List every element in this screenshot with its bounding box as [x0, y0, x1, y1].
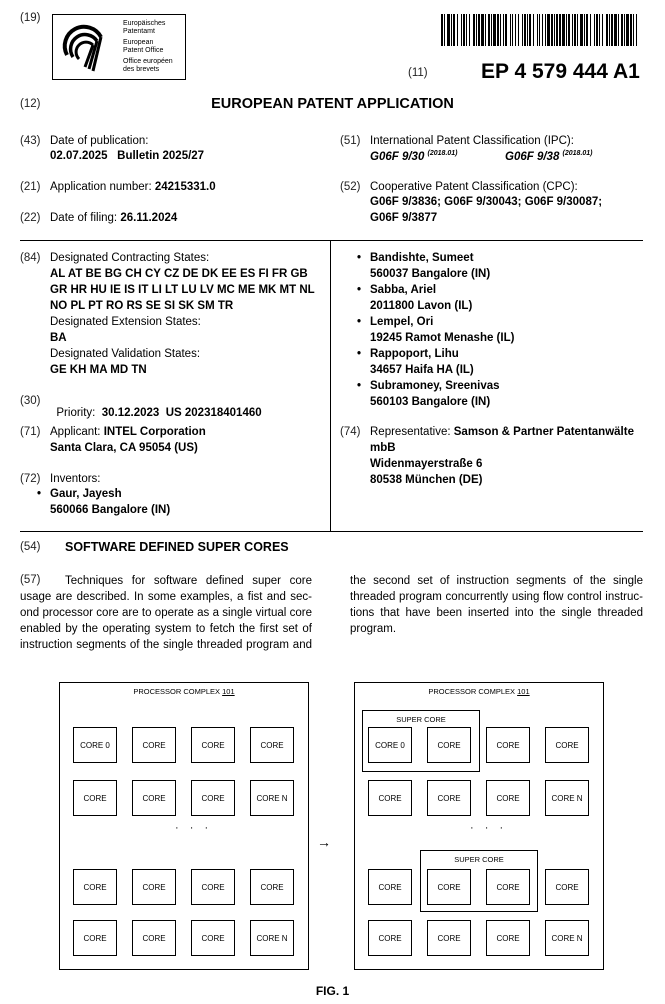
- code-22: (22): [20, 212, 41, 224]
- code-19: (19): [20, 12, 41, 24]
- code-52: (52): [340, 181, 361, 193]
- code-84: (84): [20, 252, 41, 264]
- flow-arrow: →: [317, 834, 331, 850]
- app-num: 24215331.0: [154, 181, 216, 193]
- code-12: (12): [20, 98, 41, 110]
- core-n: CORE N: [545, 780, 589, 816]
- contracting-label: Designated Contracting States:: [50, 252, 210, 264]
- abstract-right: [350, 573, 643, 637]
- inventor-name: Lempel, Ori: [370, 316, 434, 328]
- priority-value: 30.12.2023 US 202318401460: [101, 407, 262, 419]
- core: CORE: [368, 780, 412, 816]
- office-line: Office européen: [123, 58, 173, 65]
- core: CORE: [427, 727, 471, 763]
- core: CORE: [368, 869, 412, 905]
- applicant-address: Santa Clara, CA 95054 (US): [50, 442, 198, 454]
- inventor-address: 34657 Haifa HA (IL): [370, 364, 474, 376]
- inventors-label: Inventors:: [50, 473, 101, 485]
- contracting-line: NO PL PT RO RS SE SI SK SM TR: [50, 300, 234, 312]
- representative-block: [370, 424, 645, 488]
- inventor-name: Subramoney, Sreenivas: [370, 380, 500, 392]
- core: CORE: [132, 780, 176, 816]
- pub-date-label: Date of publication:: [50, 135, 149, 147]
- core-n: CORE N: [250, 780, 294, 816]
- ipc-1: G06F 9/30 $^{(2018.01)}$: [370, 150, 458, 163]
- code-11: (11): [408, 67, 428, 79]
- cpc-line-1: G06F 9/3836; G06F 9/30043; G06F 9/30087;: [370, 196, 603, 208]
- office-line: Patentamt: [123, 28, 155, 35]
- applicant-label: Applicant:: [50, 426, 101, 438]
- publication-number: EP 4 579 444 A1: [481, 60, 640, 83]
- inventor-name: Bandishte, Sumeet: [370, 252, 474, 264]
- states-block: [50, 250, 315, 378]
- core: CORE: [73, 780, 117, 816]
- inventor-address: 2011800 Lavon (IL): [370, 300, 473, 312]
- ellipsis: · · ·: [175, 822, 213, 834]
- core: CORE: [132, 920, 176, 956]
- office-line: Patent Office: [123, 47, 164, 54]
- core: CORE: [427, 869, 471, 905]
- core: CORE: [486, 869, 530, 905]
- representative-label: Representative:: [370, 426, 451, 438]
- code-21: (21): [20, 181, 41, 193]
- core: CORE: [545, 727, 589, 763]
- inventor-bullet: •: [357, 284, 362, 296]
- core-n: CORE N: [545, 920, 589, 956]
- super-core-label: SUPER CORE: [396, 715, 446, 724]
- cpc-line-2: G06F 9/3877: [370, 212, 438, 224]
- complex-label-number: 101: [222, 687, 235, 696]
- core: CORE: [486, 727, 530, 763]
- inventor-address: 560103 Bangalore (IN): [370, 396, 491, 408]
- core: CORE: [132, 727, 176, 763]
- applicant-block: [50, 424, 206, 456]
- inventor-address: 560037 Bangalore (IN): [370, 268, 491, 280]
- app-num-label: Application number:: [50, 181, 152, 193]
- core: CORE: [73, 920, 117, 956]
- core: CORE: [486, 780, 530, 816]
- office-line: Europäisches: [123, 20, 166, 27]
- complex-label-text: PROCESSOR COMPLEX: [428, 687, 516, 696]
- processor-complex-label: [355, 687, 603, 696]
- code-43: (43): [20, 135, 41, 147]
- filing-row: [50, 212, 177, 224]
- office-line: European: [123, 39, 154, 46]
- contracting-line: GR HR HU IE IS IT LI LT LU LV MC ME MK MT NL: [50, 284, 315, 296]
- extension-label: Designated Extension States:: [50, 316, 201, 328]
- core: CORE: [191, 920, 235, 956]
- inventor-name: Gaur, Jayesh: [50, 488, 122, 500]
- abstract-line: program.: [350, 623, 397, 635]
- code-30: (30): [20, 395, 41, 407]
- core-n: CORE N: [250, 920, 294, 956]
- inventor-bullet: •: [357, 348, 362, 360]
- inventor-name: Sabba, Ariel: [370, 284, 437, 296]
- inventor-item: [370, 378, 500, 410]
- core-0: CORE 0: [368, 727, 412, 763]
- code-74: (74): [340, 426, 361, 438]
- core-0: CORE 0: [73, 727, 117, 763]
- core: CORE: [427, 780, 471, 816]
- priority-label: Priority:: [56, 407, 96, 419]
- inventor-address: 560066 Bangalore (IN): [50, 504, 171, 516]
- super-core-label: SUPER CORE: [454, 855, 504, 864]
- core: CORE: [191, 727, 235, 763]
- core: CORE: [191, 780, 235, 816]
- representative-city: 80538 München (DE): [370, 474, 483, 486]
- validation-label: Designated Validation States:: [50, 348, 201, 360]
- inventor-item: [370, 250, 490, 282]
- inventor-bullet: •: [357, 316, 362, 328]
- code-72: (72): [20, 473, 41, 485]
- separator-top: [20, 240, 643, 241]
- code-51: (51): [340, 135, 361, 147]
- filing-label: Date of filing:: [50, 212, 118, 224]
- inventor-name: Rappoport, Lihu: [370, 348, 459, 360]
- processor-complex-label: [60, 687, 308, 696]
- inventor-bullet: •: [357, 252, 362, 264]
- extension-states: BA: [50, 332, 67, 344]
- core: CORE: [73, 869, 117, 905]
- abstract-line: instruction segments of the single threaded program and: [20, 639, 312, 651]
- abstract-line: Techniques for software defined super core: [65, 575, 312, 587]
- abstract-line: tions that have been inserted into the single threaded: [350, 607, 643, 619]
- contracting-line: AL AT BE BG CH CY CZ DE DK EE ES FI FR GB: [50, 268, 308, 280]
- ipc-2: G06F 9/38 $^{(2018.01)}$: [505, 150, 593, 163]
- complex-label-number: 101: [517, 687, 530, 696]
- code-71: (71): [20, 426, 41, 438]
- abstract-line: usage are described. In some examples, a fist and sec-: [20, 591, 312, 603]
- code-57: (57): [20, 574, 41, 586]
- core: CORE: [486, 920, 530, 956]
- abstract-left: [20, 573, 312, 653]
- app-num-row: [50, 181, 216, 193]
- inventor-bullet: •: [357, 380, 362, 392]
- representative-name: Samson & Partner Patentanwälte: [453, 426, 634, 438]
- core: CORE: [545, 869, 589, 905]
- abstract-line: ond processor core are to operate as a single virtual core: [20, 607, 312, 619]
- office-line: des brevets: [123, 66, 160, 73]
- core: CORE: [250, 727, 294, 763]
- inventor-item: [370, 314, 514, 346]
- barcode: [441, 14, 639, 46]
- figure-caption: FIG. 1: [315, 984, 350, 998]
- applicant-name: INTEL Corporation: [103, 426, 206, 438]
- ipc-label: International Patent Classification (IPC):: [370, 135, 574, 147]
- ellipsis: · · ·: [470, 822, 508, 834]
- epo-logo-icon: [53, 15, 117, 79]
- priority-row: [50, 395, 262, 419]
- representative-street: Widenmayerstraße 6: [370, 458, 483, 470]
- pub-date: 02.07.2025 Bulletin 2025/27: [50, 150, 205, 162]
- core: CORE: [427, 920, 471, 956]
- inventor-item: [370, 282, 472, 314]
- inventor-item: [370, 346, 474, 378]
- core: CORE: [368, 920, 412, 956]
- code-54: (54): [20, 541, 41, 553]
- separator-bottom: [20, 531, 643, 532]
- core: CORE: [250, 869, 294, 905]
- filing-date: 26.11.2024: [120, 212, 178, 224]
- inventor-item: [50, 486, 170, 518]
- representative-name-2: mbB: [370, 442, 396, 454]
- epo-logo: [52, 14, 186, 80]
- abstract-line: enabled by the operating system to fetch the first set of: [20, 623, 312, 635]
- inventor-address: 19245 Ramot Menashe (IL): [370, 332, 515, 344]
- validation-states: GE KH MA MD TN: [50, 364, 147, 376]
- abstract-line: threaded program concurrently using flow control instruc-: [350, 591, 643, 603]
- invention-title: SOFTWARE DEFINED SUPER CORES: [65, 540, 289, 554]
- cpc-label: Cooperative Patent Classification (CPC):: [370, 181, 578, 193]
- complex-label-text: PROCESSOR COMPLEX: [133, 687, 221, 696]
- document-type: EUROPEAN PATENT APPLICATION: [211, 96, 454, 112]
- inventor-bullet: •: [37, 488, 42, 500]
- core: CORE: [191, 869, 235, 905]
- core: CORE: [132, 869, 176, 905]
- abstract-line: the second set of instruction segments of the single: [350, 575, 643, 587]
- separator-vertical: [330, 240, 331, 531]
